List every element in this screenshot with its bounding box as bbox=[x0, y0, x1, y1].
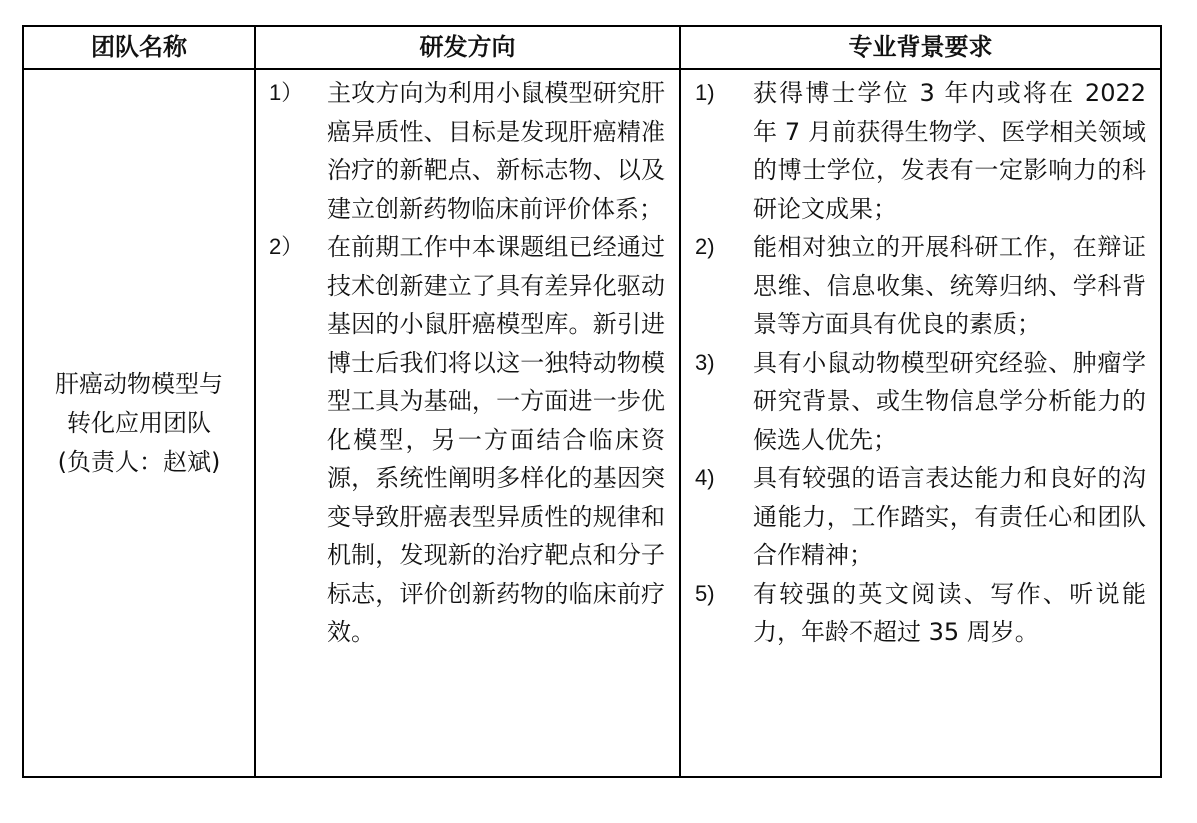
requirement-item bbox=[695, 575, 1146, 652]
team-leader: (负责人：赵斌) bbox=[57, 447, 221, 476]
requirement-item-number: 5) bbox=[695, 580, 715, 606]
direction-item-number: 2） bbox=[269, 234, 304, 259]
direction-item bbox=[269, 74, 665, 228]
requirement-item bbox=[695, 459, 1146, 575]
header-team-name: 团队名称 bbox=[23, 26, 255, 69]
requirement-item-number: 4) bbox=[695, 465, 715, 490]
team-name-line: 肝癌动物模型与 bbox=[55, 369, 223, 398]
requirement-item bbox=[695, 344, 1146, 460]
direction-item-number: 1） bbox=[269, 80, 304, 105]
team-name-cell bbox=[23, 69, 255, 777]
direction-item-text: 主攻方向为利用小鼠模型研究肝癌异质性、目标是发现肝癌精准治疗的新靶点、新标志物、以及建立创新药物临床前评价体系； bbox=[327, 79, 665, 223]
research-direction-cell bbox=[255, 69, 680, 777]
requirement-item-text: 能相对独立的开展科研工作，在辩证思维、信息收集、统筹归纳、学科背景等方面具有优良的素质； bbox=[753, 233, 1146, 338]
requirement-item-number: 3) bbox=[695, 349, 715, 375]
requirements-cell bbox=[680, 69, 1161, 777]
requirement-list bbox=[681, 70, 1160, 652]
direction-list bbox=[256, 70, 679, 652]
requirement-item-number: 2) bbox=[695, 234, 715, 259]
header-research-direction: 研发方向 bbox=[255, 26, 680, 69]
team-name-line: 转化应用团队 bbox=[67, 408, 211, 437]
team-name bbox=[24, 365, 254, 482]
header-row bbox=[23, 26, 1161, 69]
recruitment-table bbox=[22, 25, 1162, 778]
team-row bbox=[23, 69, 1161, 777]
requirement-item-number: 1) bbox=[695, 80, 715, 105]
direction-item-text: 在前期工作中本课题组已经通过技术创新建立了具有差异化驱动基因的小鼠肝癌模型库。新引进博士后我们将以这一独特动物模型工具为基础，一方面进一步优化模型，另一方面结合临床资源，系统性阐明多样化的基因突变导致肝癌表型异质性的规律和机制，发现新的治疗靶点和分子标志，评价创新药物的临床前疗效。 bbox=[327, 233, 665, 646]
requirement-item-text: 具有较强的语言表达能力和良好的沟通能力，工作踏实，有责任心和团队合作精神； bbox=[753, 464, 1146, 569]
requirement-item-text: 具有小鼠动物模型研究经验、肿瘤学研究背景、或生物信息学分析能力的候选人优先； bbox=[753, 348, 1146, 454]
requirement-item-text: 获得博士学位 3 年内或将在 2022 年 7 月前获得生物学、医学相关领域的博士学位，发表有一定影响力的科研论文成果； bbox=[753, 79, 1146, 223]
requirement-item-text: 有较强的英文阅读、写作、听说能力，年龄不超过 35 周岁。 bbox=[753, 579, 1146, 646]
requirement-item bbox=[695, 74, 1146, 228]
direction-item bbox=[269, 228, 665, 652]
header-background-requirements: 专业背景要求 bbox=[680, 26, 1161, 69]
requirement-item bbox=[695, 228, 1146, 344]
